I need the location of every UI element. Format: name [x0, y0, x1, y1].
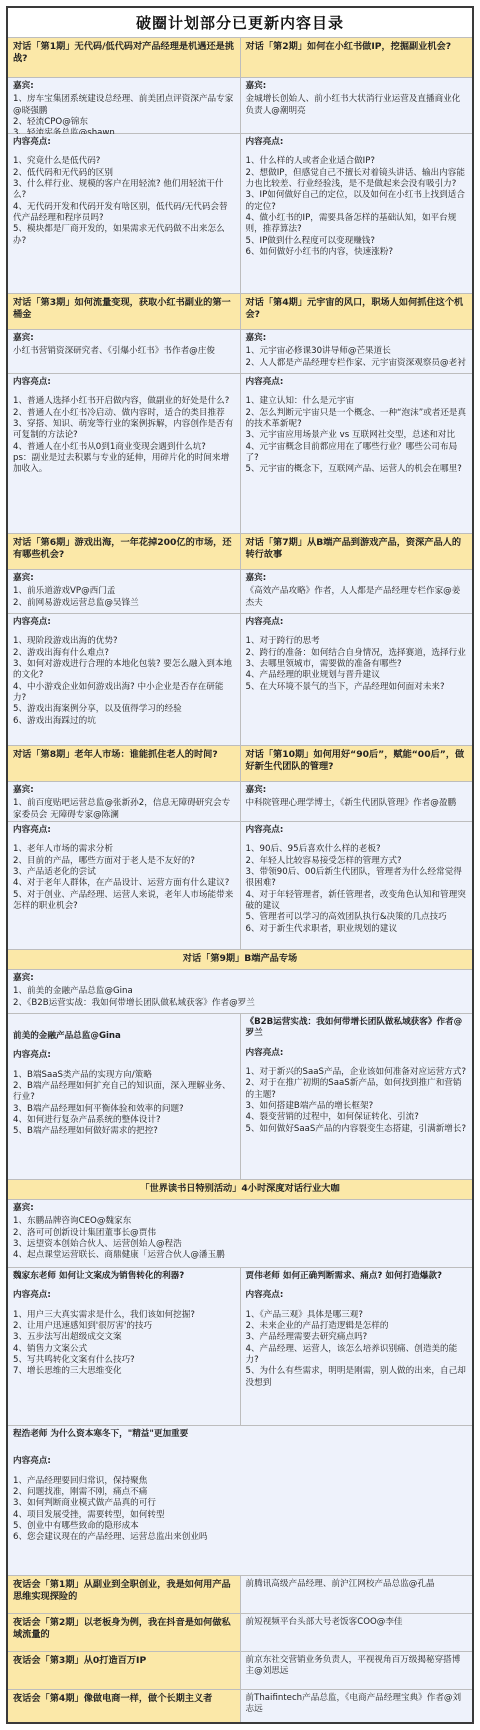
highlight-item: 1、普通人选择小红书开启做内容，做副业的好处是什么?	[13, 396, 230, 407]
guest-line: 1、房车宝集团系统建设总经理、前美团点评资深产品专家@晓强鹏	[13, 94, 234, 116]
speaker-subtitle: 魏家东老师 如何让文案成为销售转化的利器?	[13, 1271, 185, 1281]
guest-row	[8, 782, 472, 822]
highlight-item: 2、年轻人比较容易接受怎样的管理方式?	[245, 855, 402, 866]
highlight-item: 2、B端产品经理如何扩充自己的知识面，深入理解业务、行业?	[13, 1081, 231, 1103]
guest-line: 《高效产品攻略》作者，人人都是产品经理专栏作家@姜杰夫	[245, 586, 461, 608]
speaker-subtitle: 《B2B运营实战：我如何带增长团队做私域获客》作者@罗兰	[245, 1017, 463, 1039]
guest-line: 金城增长创始人、前小红书大状消行业运营及直播商业化负责人@潮明亮	[245, 94, 461, 116]
guest-cell	[240, 782, 473, 821]
highlight-item: 4、如何进行复杂产品系统的整体设计?	[13, 1115, 161, 1126]
highlights-label: 内容亮点:	[245, 1047, 284, 1058]
highlight-item: 3、穿搭、知识、萌宠等行业的案例拆解，内容创作是否有可复制的方法论?	[13, 419, 234, 441]
highlights-cell	[240, 614, 473, 745]
highlight-item: 4、做小红书的IP，需要具备怎样的基础认知，如平台规则，推荐算法?	[245, 213, 457, 235]
highlight-item: 1、现阶段游戏出海的优势?	[13, 636, 118, 647]
highlight-item: 2、低代码和无代码的区别	[13, 167, 113, 178]
highlight-item: 6、如何做好小红书的内容，快速涨粉?	[245, 247, 394, 258]
episode-title: 对话「第7期」从B端产品到游戏产品，资深产品人的转行故事	[240, 534, 473, 569]
highlight-item: 4、对于老年人群体，在产品设计、运营方面有什么建议?	[13, 878, 230, 889]
highlights-row	[8, 1014, 472, 1180]
highlight-item: 4、销售力文案公式	[13, 1343, 88, 1354]
night-talk-title: 夜话会「第4期」像做电商一样，做个长期主义者	[8, 1690, 240, 1722]
highlights-label: 内容亮点:	[245, 137, 284, 147]
night-talk-row	[8, 1614, 472, 1652]
highlight-item: 4、对于年轻管理者，新任管理者，改变角色认知和管理突破的建议	[245, 889, 466, 912]
highlight-item: 3、如何判断商业模式做产品真的可行	[13, 1498, 156, 1509]
episode-title: 对话「第3期」如何流量变现，获取小红书副业的第一桶金	[8, 294, 240, 329]
guest-line: 1、前乐道游戏VP@西门孟	[13, 586, 116, 597]
guest-label: 嘉宾:	[13, 973, 34, 983]
guest-cell	[8, 1200, 472, 1267]
highlight-item: 3、产品适老化的尝试	[13, 867, 96, 878]
highlights-cell	[8, 1268, 240, 1425]
highlight-item: 4、项目发展受挫，需要转型，如何转型	[13, 1509, 165, 1520]
highlight-item: 3、产品经理需要去研究痛点吗?	[245, 1332, 368, 1343]
guest-line: 1、东鹏品牌咨询CEO@魏家东	[13, 1216, 132, 1227]
highlight-item: 7、增长思维的三大思维变化	[13, 1366, 122, 1377]
highlights-cell	[8, 134, 240, 293]
highlight-item: 4、产品经理、运营人，该怎么培养识别痛、创造美的能力?	[245, 1343, 458, 1366]
highlight-item: 1、产品经理要回归常识，保持聚焦	[13, 1475, 148, 1486]
highlight-item: 4、元宇宙概念目前都应用在了哪些行业？哪些公司布局了?	[245, 441, 458, 464]
highlight-item: 2、想做IP，但感觉自己不擅长对着镜头讲话、输出内容能力也比较差、行业经验浅，是不是做起来会没有吸引力?	[245, 167, 465, 190]
catalog-sheet	[6, 6, 474, 1724]
guest-cell	[240, 330, 473, 373]
guest-line: 2、《B2B运营实战：我如何带增长团队做私域获客》作者@罗兰	[13, 997, 255, 1008]
highlights-row	[8, 1426, 472, 1576]
guest-line: 中科院管理心理学博士，《新生代团队管理》作者@盈鹏	[245, 798, 457, 809]
speaker-subtitle: 程浩老师 为什么资本寒冬下，"精益"更加重要	[13, 1429, 189, 1439]
highlights-label: 内容亮点:	[13, 377, 51, 387]
highlights-row	[8, 1268, 472, 1426]
page-title: 破圈计划部分已更新内容目录	[135, 14, 344, 32]
highlights-cell	[240, 374, 473, 533]
highlight-item: 4、裂变营销的过程中，如何保证转化、引流?	[245, 1112, 419, 1123]
guest-label: 嘉宾:	[13, 785, 34, 795]
episode-title: 对话「第10期」如何用好“90后”，赋能“00后”，做好新生代团队的管理?	[240, 746, 473, 781]
highlight-item: 3、元宇宙应用场景产业 vs 互联网社交型，总述和对比	[245, 430, 456, 441]
highlights-cell	[240, 1014, 473, 1179]
section-title: 「世界读书日特别活动」4小时深度对话行业大咖	[8, 1180, 472, 1199]
night-talk-title: 夜话会「第1期」从副业到全职创业，我是如何用产品思维实现探险的	[8, 1576, 240, 1613]
guest-label: 嘉宾:	[245, 573, 267, 583]
guest-cell	[240, 78, 473, 133]
highlight-item: 1、对于跨行的思考	[245, 636, 320, 647]
highlight-item: 5、写共鸣转化文案有什么技巧?	[13, 1355, 135, 1366]
highlight-item: 2、问题找准，刚需不刚，痛点不痛	[13, 1487, 148, 1498]
highlight-item: 5、为什么有些需求，明明是刚需，别人做的出来，自己却没想到	[245, 1366, 466, 1388]
highlight-item: 1、《产品三观》具体是哪三观?	[245, 1309, 363, 1320]
highlights-label: 内容亮点:	[245, 377, 284, 387]
highlight-item: 3、去哪里领城市，需要做的准备有哪些?	[245, 659, 402, 670]
episode-title: 对话「第4期」元宇宙的风口，职场人如何抓住这个机会?	[240, 294, 473, 329]
guest-row	[8, 970, 472, 1014]
guest-label: 嘉宾:	[245, 81, 267, 91]
highlight-item: 2、游戏出海有什么难点?	[13, 647, 109, 658]
highlights-label: 内容亮点:	[245, 617, 284, 627]
guest-line: 2、轻流CPO@锦东	[13, 117, 88, 128]
highlight-item: 5、管理者可以学习的高效团队执行&决策的几点技巧	[245, 912, 447, 923]
guest-cell	[8, 78, 240, 133]
guest-line: 小红书营销资深研究者、《引爆小红书》书作者@庄俊	[13, 346, 215, 357]
highlights-label: 内容亮点:	[13, 1456, 51, 1467]
highlight-item: 2、跨行的准备：如何结合自身情况，选择赛道，选择行业	[245, 647, 466, 658]
night-talk-row	[8, 1652, 472, 1690]
night-talk-title: 夜话会「第3期」从0打造百万IP	[8, 1652, 240, 1689]
night-talk-guest: 前Thaifintech产品总监，《电商产品经理宝典》作者@刘志远	[240, 1690, 473, 1722]
section-title: 对话「第9期」B端产品专场	[8, 950, 472, 969]
highlight-item: 4、无代码开发和代码开发有啥区别，低代码/无代码会替代产品经理和程序员吗?	[13, 201, 228, 224]
guest-cell	[240, 570, 473, 613]
guest-label: 嘉宾:	[245, 785, 267, 795]
section-title-row	[8, 1180, 472, 1200]
highlight-item: 5、元宇宙的概念下，互联网产品、运营人的机会在哪里?	[245, 464, 462, 475]
highlight-item: 5、在大环境不景气的当下，产品经理如何面对未来?	[245, 681, 445, 692]
night-talk-guest: 前腾讯高级产品经理、前沪江网校产品总监@孔晶	[240, 1576, 473, 1613]
highlights-label: 内容亮点:	[13, 137, 51, 147]
speaker-subtitle: 前美的金融产品总监@Gina	[13, 1031, 121, 1041]
guest-row	[8, 330, 472, 374]
highlight-item: 3、如何搭建B端产品的增长框架?	[245, 1101, 374, 1112]
highlights-cell	[8, 822, 240, 949]
guest-label: 嘉宾:	[13, 573, 34, 583]
highlight-item: 1、对于新兴的SaaS产品，企业该如何准备对应运营方式?	[245, 1067, 467, 1078]
speaker-subtitle: 贾伟老师 如何正确判断需求、痛点? 如何打造爆款?	[245, 1271, 442, 1281]
guest-line: 2、人人都是产品经理专栏作家、元宇宙资深观察员@老衬	[245, 357, 466, 368]
highlight-item: 4、中小游戏企业如何游戏出海? 中小企业是否存在研能力?	[13, 681, 224, 704]
guest-line: 1、前百度贴吧运营总监@张新孙2，信息无障碍研究会专家委员会 无障碍专家@陈澜	[13, 798, 231, 820]
highlight-item: 3、什么样行业、规模的客户在用轻流? 他们用轻流干什么?	[13, 179, 224, 201]
guest-cell	[8, 570, 240, 613]
highlight-item: 2、对于在推广初期的SaaS新产品，如何找到推广和营销的主题?	[245, 1078, 462, 1100]
highlight-item: 5、B端产品经理如何做好需求的把控?	[13, 1126, 158, 1137]
guest-line: 1、前美的金融产品总监@Gina	[13, 986, 133, 997]
highlight-item: 1、究竟什么是低代码?	[13, 156, 101, 167]
guest-label: 嘉宾:	[13, 81, 34, 91]
highlights-cell	[8, 1426, 472, 1575]
highlight-item: 3、带领90后、00后新生代团队，管理者为什么经常觉得很困难?	[245, 867, 462, 889]
highlight-item: 5、创业中有哪些致命的隐形成本	[13, 1521, 139, 1532]
guest-row	[8, 1200, 472, 1268]
highlights-cell	[8, 374, 240, 533]
highlight-item: 3、B端产品经理如何平衡体验和效率的问题?	[13, 1103, 184, 1114]
night-talk-guest: 前短视频平台头部大号老饭客COO@李佳	[240, 1614, 473, 1651]
night-talk-title: 夜话会「第2期」以老板身为例，我在抖音是如何做私域流量的	[8, 1614, 240, 1651]
guest-line: 1、元宇宙必修课30讲导师@芒果道长	[245, 346, 391, 357]
highlights-cell	[8, 614, 240, 745]
highlight-item: 5、如何做好SaaS产品的内容裂变生态搭建，引满新增长?	[245, 1123, 467, 1134]
highlight-item: 3、五步法写出超级成交文案	[13, 1332, 122, 1343]
highlight-item: 6、游戏出海踩过的坑	[13, 715, 96, 726]
episode-title: 对话「第6期」游戏出海，一年花掉200亿的市场，还有哪些机会?	[8, 534, 240, 569]
episode-title: 对话「第1期」无代码/低代码对产品经理是机遇还是挑战?	[8, 38, 240, 77]
highlight-item: 6、对于新生代求职者，职业规划的建议	[245, 923, 398, 934]
guest-line: 4、起点课堂运营联长、商鼎健康「运营合伙人@潘玉鹏	[13, 1250, 225, 1261]
night-talk-row	[8, 1690, 472, 1722]
highlight-item: 1、建立认知：什么是元宇宙	[245, 396, 355, 407]
highlights-label: 内容亮点:	[245, 825, 284, 835]
episode-title: 对话「第2期」如何在小红书做IP，挖掘副业机会?	[240, 38, 473, 77]
episode-title-row	[8, 746, 472, 782]
highlight-item: 1、B端SaaS类产品的实现方向/策略	[13, 1069, 152, 1080]
guest-label: 嘉宾:	[13, 1203, 34, 1213]
highlights-row	[8, 614, 472, 746]
highlights-label: 内容亮点:	[245, 1290, 284, 1301]
highlights-label: 内容亮点:	[13, 825, 51, 835]
highlight-item: 1、老年人市场的需求分析	[13, 844, 113, 855]
highlight-item: 1、用户三大真实需求是什么，我们该如何挖掘?	[13, 1309, 195, 1320]
highlight-item: 5、IP做到什么程度可以变现赚钱?	[245, 235, 375, 246]
highlight-item: 4、普通人在小红书从0到1商业变现会遇到什么坑?	[13, 441, 206, 452]
episode-title-row	[8, 38, 472, 78]
highlights-cell	[8, 1014, 240, 1179]
guest-cell	[8, 330, 240, 373]
highlight-item: 3、如何对游戏进行合理的本地化包装? 要怎么融入到本地的文化?	[13, 659, 233, 681]
highlight-item: 2、让用户迅速感知到'很厉害'的技巧	[13, 1321, 153, 1332]
highlights-cell	[240, 822, 473, 949]
highlight-item: 1、什么样的人或者企业适合做IP?	[245, 156, 375, 167]
guest-line: 2、洛可可创新设计集团董事长@贾伟	[13, 1227, 156, 1238]
highlight-item: ps：副业是过去积累与专业的延伸，用碎片化的时间来增加收入。	[13, 453, 230, 475]
guest-line: 3、远望资本创始合伙人、运营创始人@程浩	[13, 1239, 182, 1250]
episode-title: 对话「第8期」老年人市场：谁能抓住老人的时间?	[8, 746, 240, 781]
highlight-item: 5、模块都是厂商开发的，如果需求无代码做不出来怎么办?	[13, 224, 225, 246]
guest-row	[8, 78, 472, 134]
highlight-item: 2、普通人在小红书冷启动、做内容时，适合的类目推荐	[13, 407, 225, 418]
guest-cell	[8, 970, 472, 1013]
guest-label: 嘉宾:	[245, 333, 267, 343]
highlight-item: 2、怎么判断元宇宙只是一个概念、一种“泡沫”或者还是真的技术革新呢?	[245, 407, 467, 430]
highlights-label: 内容亮点:	[13, 617, 51, 627]
highlights-row	[8, 374, 472, 534]
episode-title-row	[8, 294, 472, 330]
night-talk-guest: 前京东社交营销业务负责人，平视视角百万级揭秘穿搭博主@刘思远	[240, 1652, 473, 1689]
highlight-item: 2、未来企业的产品打造逻辑是怎样的	[245, 1321, 389, 1332]
guest-cell	[8, 782, 240, 821]
highlight-item: 5、游戏出海案例分享，以及值得学习的经验	[13, 704, 182, 715]
section-title-row	[8, 950, 472, 970]
highlight-item: 1、90后、95后喜欢什么样的老板?	[245, 844, 381, 855]
episode-title-row	[8, 534, 472, 570]
highlights-label: 内容亮点:	[13, 1290, 51, 1301]
highlights-row	[8, 822, 472, 950]
highlights-cell	[240, 1268, 473, 1425]
guest-row	[8, 570, 472, 614]
guest-label: 嘉宾:	[13, 333, 34, 343]
highlight-item: 3、IP如何做好自己的定位，以及如何在小红书上找到适合的定位?	[245, 190, 465, 212]
night-talk-row	[8, 1576, 472, 1614]
highlight-item: 4、产品经理的职业规划与晋升建议	[245, 670, 380, 681]
highlights-row	[8, 134, 472, 294]
highlight-item: 2、目前的产品，哪些方面对于老人是不友好的?	[13, 855, 195, 866]
highlight-item: 6、您会建议现在的产品经理、运营总监出来创业吗	[13, 1532, 208, 1543]
highlight-item: 5、对于创业、产品经理、运营人来说，老年人市场能带来怎样的职业机会?	[13, 889, 234, 912]
highlights-label: 内容亮点:	[13, 1050, 51, 1061]
title-row	[8, 8, 472, 38]
guest-line: 2、前网易游戏运营总监@吴锋兰	[13, 597, 139, 608]
highlights-cell	[240, 134, 473, 293]
